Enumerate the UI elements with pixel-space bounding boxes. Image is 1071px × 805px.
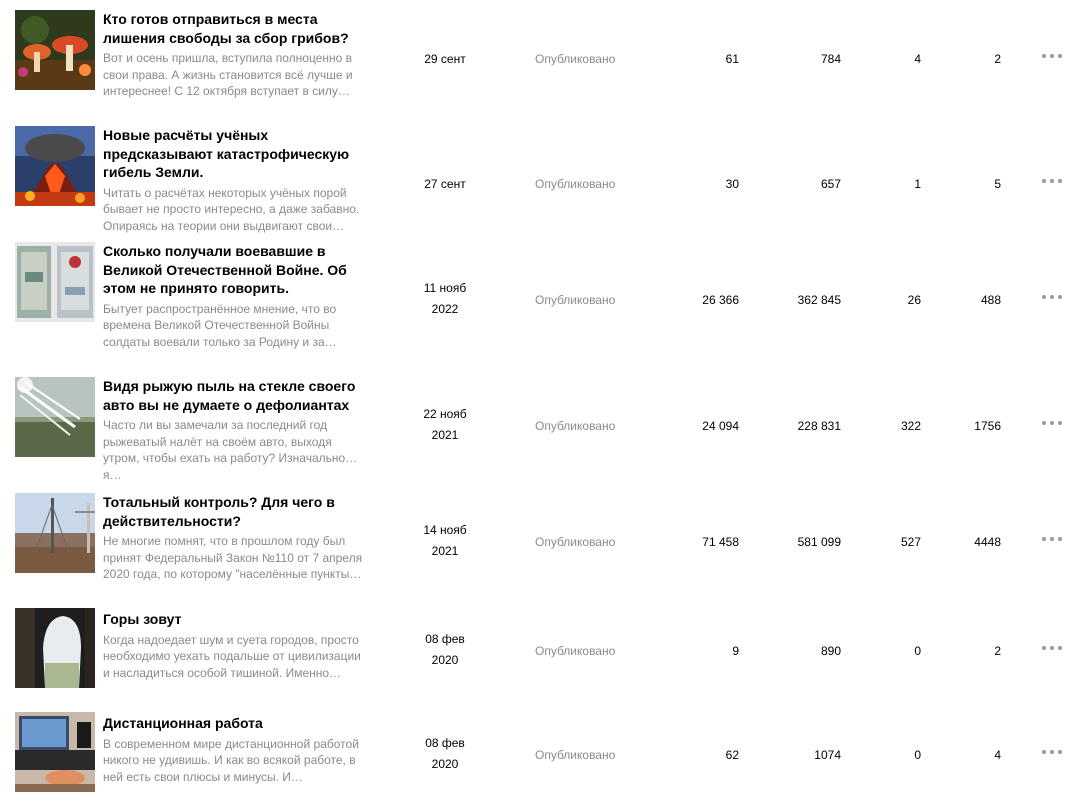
publication-status: Опубликовано: [535, 644, 616, 658]
publication-excerpt: Читать о расчётах некоторых учёных порой бывает не просто интересно, а даже забавно. Опираясь на теории они выдвигают свои…: [103, 185, 360, 233]
stat-3: 0: [914, 644, 921, 658]
publication-status: Опубликовано: [535, 748, 616, 762]
publication-title[interactable]: Новые расчёты учёных предсказывают катастрофическую гибель Земли.: [103, 127, 350, 180]
publication-title[interactable]: Тотальный контроль? Для чего в действительности?: [103, 494, 335, 529]
more-options-icon[interactable]: [1042, 533, 1062, 545]
publication-status: Опубликовано: [535, 419, 616, 433]
stat-1: 9: [732, 644, 739, 658]
publication-date: 22 нояб 2021: [423, 407, 467, 442]
publication-status: Опубликовано: [535, 52, 616, 66]
publication-excerpt: Когда надоедает шум и суета городов, просто необходимо уехать подальше от цивилизации и насладиться особой тишиной. Именно…: [103, 632, 361, 680]
publication-status: Опубликовано: [535, 293, 616, 307]
stat-2: 657: [820, 177, 841, 191]
publication-excerpt: Часто ли вы замечали за последний год рыжеватый налёт на своём авто, выходя утром, чтобы ехать на работу? Изначально я…: [103, 418, 346, 482]
volcano-thumbnail[interactable]: [15, 126, 95, 206]
more-options-icon[interactable]: [1042, 746, 1062, 758]
cell-tower-thumbnail[interactable]: [15, 493, 95, 573]
more-options-icon[interactable]: [1042, 175, 1062, 187]
stat-3: 26: [907, 293, 921, 307]
publication-title[interactable]: Дистанционная работа: [103, 715, 263, 731]
laptop-thumbnail[interactable]: [15, 712, 95, 792]
stat-4: 4: [994, 748, 1001, 762]
stat-4: 4448: [974, 535, 1001, 549]
more-options-icon[interactable]: [1042, 291, 1062, 303]
publication-title[interactable]: Сколько получали воевавшие в Великой Отечественной Войне. Об этом не принято говорить.: [103, 243, 347, 296]
stat-4: 488: [980, 293, 1001, 307]
stat-2: 228 831: [797, 419, 841, 433]
publication-excerpt: Вот и осень пришла, вступила полноценно в свои права. А жизнь становится всё лучше и интереснее! С 12 октября вступает в силу…: [103, 51, 353, 98]
publication-excerpt: Бытует распространённое мнение, что во времена Великой Отечественной Войны солдаты воевали только за Родину и за…: [103, 301, 337, 349]
stat-3: 527: [900, 535, 921, 549]
stat-4: 5: [994, 177, 1001, 191]
more-options-icon[interactable]: [1042, 417, 1062, 429]
cave-thumbnail[interactable]: [15, 608, 95, 688]
stat-2: 362 845: [797, 293, 841, 307]
publication-status: Опубликовано: [535, 177, 616, 191]
publication-date: 08 фев 2020: [425, 632, 465, 667]
more-options-icon[interactable]: [1042, 642, 1062, 654]
publication-date: 27 сент: [424, 177, 466, 191]
mushrooms-thumbnail[interactable]: [15, 10, 95, 90]
banknotes-thumbnail[interactable]: [15, 242, 95, 322]
stat-3: 322: [900, 419, 921, 433]
publication-title[interactable]: Кто готов отправиться в места лишения свободы за сбор грибов?: [103, 11, 349, 46]
stat-4: 2: [994, 644, 1001, 658]
publication-text: [103, 10, 365, 100]
stat-1: 30: [725, 177, 739, 191]
publication-date: 08 фев 2020: [425, 736, 465, 771]
stat-2: 784: [820, 52, 841, 66]
publication-text: [103, 377, 365, 482]
publication-date: 11 нояб 2022: [423, 281, 467, 316]
publication-text: [103, 126, 365, 234]
contrails-thumbnail[interactable]: [15, 377, 95, 457]
publication-date: 14 нояб 2021: [423, 523, 467, 558]
publication-text: [103, 493, 365, 583]
stat-4: 2: [994, 52, 1001, 66]
more-options-icon[interactable]: [1042, 50, 1062, 62]
stat-4: 1756: [974, 419, 1001, 433]
publication-title[interactable]: Горы зовут: [103, 611, 182, 627]
stat-2: 890: [820, 644, 841, 658]
stat-3: 0: [914, 748, 921, 762]
publication-excerpt: Не многие помнят, что в прошлом году был принят Федеральный Закон №110 от 7 апреля 2020 года, по которому "населённые пункты…: [103, 534, 363, 581]
stat-1: 24 094: [702, 419, 739, 433]
stat-1: 62: [725, 748, 739, 762]
stat-3: 1: [914, 177, 921, 191]
publication-text: [103, 714, 365, 785]
publication-title[interactable]: Видя рыжую пыль на стекле своего авто вы не думаете о дефолиантах: [103, 378, 356, 413]
stat-1: 71 458: [702, 535, 739, 549]
publication-text: [103, 242, 365, 350]
publication-status: Опубликовано: [535, 535, 616, 549]
stat-2: 581 099: [797, 535, 841, 549]
publication-text: [103, 610, 365, 681]
stat-2: 1074: [814, 748, 841, 762]
publication-date: 29 сент: [424, 52, 466, 66]
stat-3: 4: [914, 52, 921, 66]
stat-1: 61: [725, 52, 739, 66]
stat-1: 26 366: [702, 293, 739, 307]
publication-excerpt: В современном мире дистанционной работой никого не удивишь. И как во всякой работе, в ней есть свои плюсы и минусы. И…: [103, 736, 359, 784]
